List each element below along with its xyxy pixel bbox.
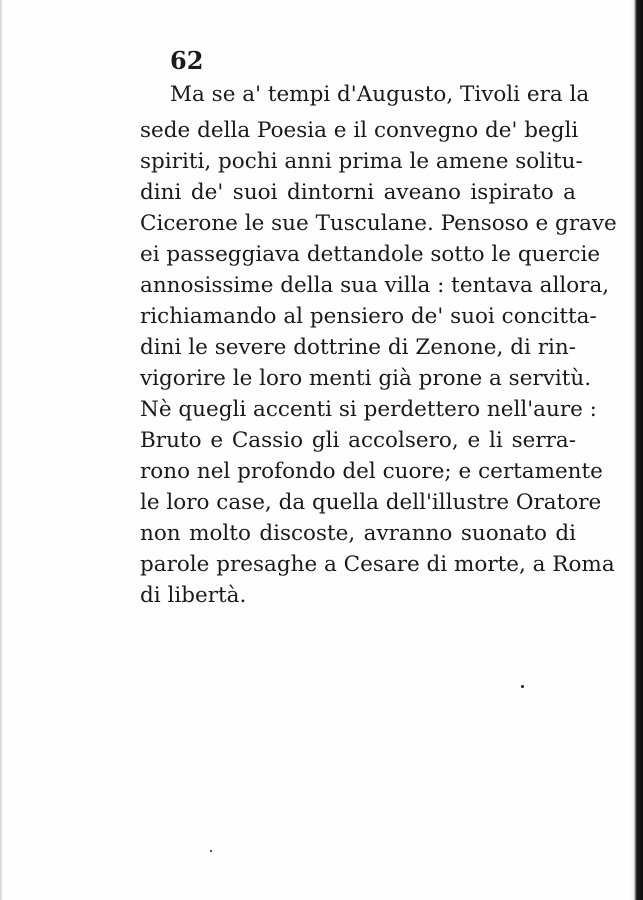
text-line: Nè quegli accenti si perdettero nell'aure : bbox=[140, 397, 597, 422]
text-line: dini le severe dottrine di Zenone, di rin- bbox=[140, 335, 576, 360]
text-line: non molto discoste, avranno suonato di bbox=[140, 521, 576, 546]
text-line: ei passeggiava dettandole sotto le quercie bbox=[140, 242, 601, 267]
text-line: Ma se a' tempi d'Augusto, Tivoli era la bbox=[170, 82, 590, 107]
text-line: rono nel profondo del cuore; e certamente bbox=[140, 459, 603, 484]
text-line: le loro case, da quella dell'illustre Oratore bbox=[140, 490, 602, 515]
text-line: spiriti, pochi anni prima le amene solitu- bbox=[140, 149, 583, 174]
text-line: annosissime della sua villa : tentava allora, bbox=[140, 273, 610, 298]
text-line: vigorire le loro menti già prone a servitù. bbox=[140, 366, 592, 391]
text-line: sede della Poesia e il convegno de' begli bbox=[140, 118, 579, 143]
text-line: richiamando al pensiero de' suoi concitta- bbox=[140, 304, 597, 329]
text-line: dini de' suoi dintorni aveano ispirato a bbox=[140, 180, 576, 205]
paper-speck bbox=[521, 685, 524, 688]
page-left-edge bbox=[0, 0, 3, 900]
paper-speck bbox=[210, 850, 212, 852]
page-right-edge bbox=[629, 0, 643, 900]
text-line: parole presaghe a Cesare di morte, a Roma bbox=[140, 552, 615, 577]
text-line: Cicerone le sue Tusculane. Pensoso e grave bbox=[140, 211, 617, 236]
text-line: Bruto e Cassio gli accolsero, e li serra- bbox=[140, 428, 576, 453]
page-number: 62 bbox=[170, 46, 204, 75]
text-line: di libertà. bbox=[140, 583, 247, 608]
